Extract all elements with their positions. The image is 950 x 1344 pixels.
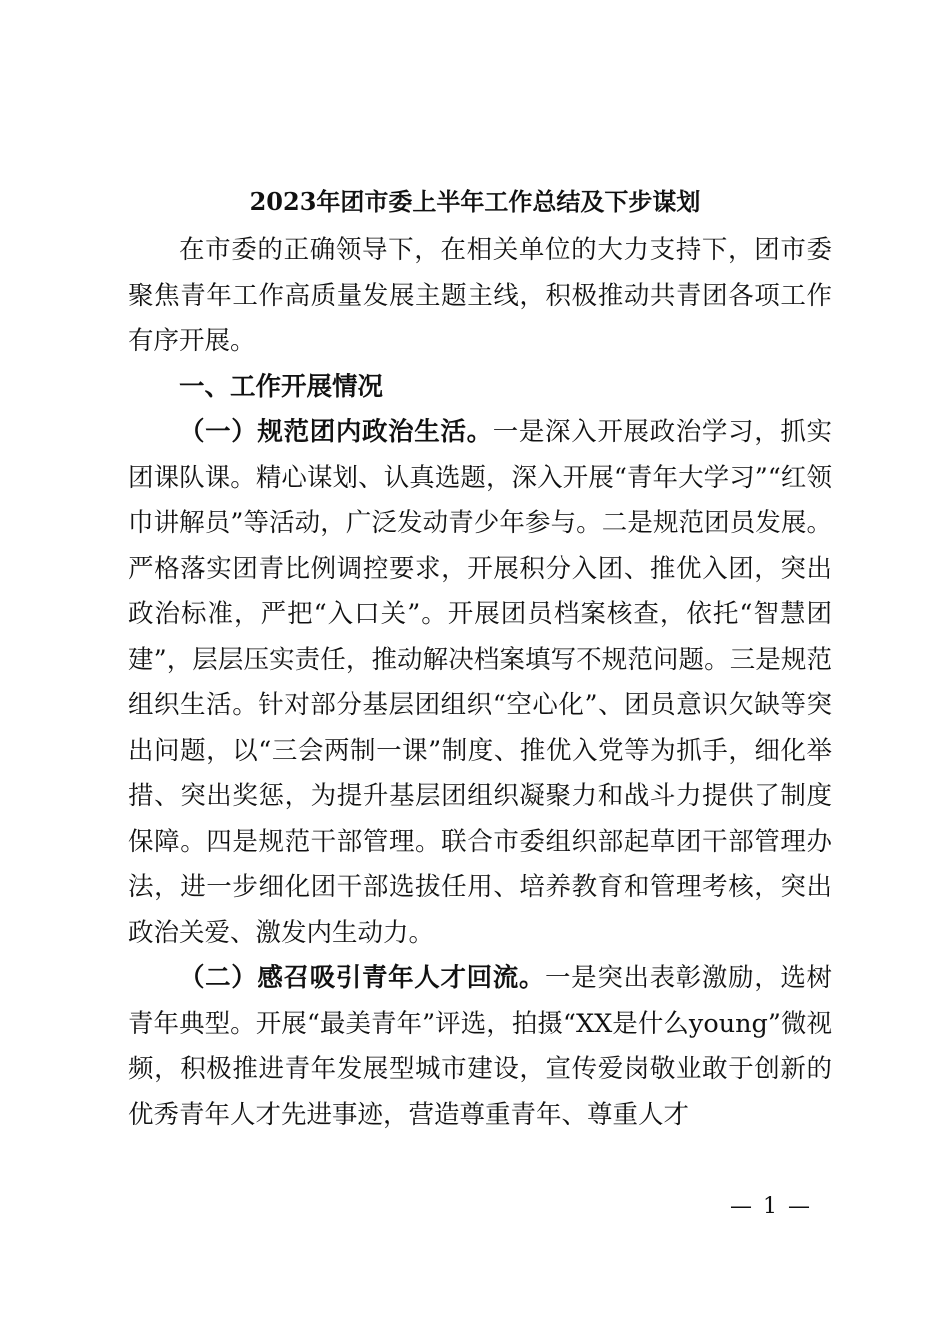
document-title: 2023年团市委上半年工作总结及下步谋划 (249, 187, 701, 216)
subsection-2-body: 一是突出表彰激励，选树青年典型。开展“最美青年”评选，拍摄“XX是什么young”微视频，积极推进青年发展型城市建设，宣传爱岗敬业敢于创新的优秀青年人才先进事迹，营造尊重青年、尊重人才 (128, 963, 832, 1130)
subsection-2-paragraph (128, 956, 832, 1138)
intro-paragraph: 在市委的正确领导下，在相关单位的大力支持下，团市委聚焦青年工作高质量发展主题主线，积极推动共青团各项工作有序开展。 (128, 235, 832, 356)
subsection-1-body: 一是深入开展政治学习，抓实团课队课。精心谋划、认真选题，深入开展“青年大学习”“红领巾讲解员”等活动，广泛发动青少年参与。二是规范团员发展。严格落实团青比例调控要求，开展积分入团、推优入团，突出政治标准，严把“入口关”。开展团员档案核查，依托“智慧团建”，层层压实责任，推动解决档案填写不规范问题。三是规范组织生活。针对部分基层团组织“空心化”、团员意识欠缺等突出问题，以“三会两制一课”制度、推优入党等为抓手，细化举措、突出奖惩，为提升基层团组织凝聚力和战斗力提供了制度保障。四是规范干部管理。联合市委组织部起草团干部管理办法，进一步细化团干部选拔任用、培养教育和管理考核，突出政治关爱、激发内生动力。 (128, 417, 832, 948)
subsection-1-paragraph (128, 410, 832, 956)
document-body (128, 228, 832, 1138)
section-heading-1: 一、工作开展情况 (179, 371, 384, 402)
subsection-1-heading: （一）规范团内政治生活。 (179, 417, 493, 447)
subsection-2-heading: （二）感召吸引青年人才回流。 (179, 963, 546, 993)
page-number: — 1 — (730, 1194, 812, 1219)
